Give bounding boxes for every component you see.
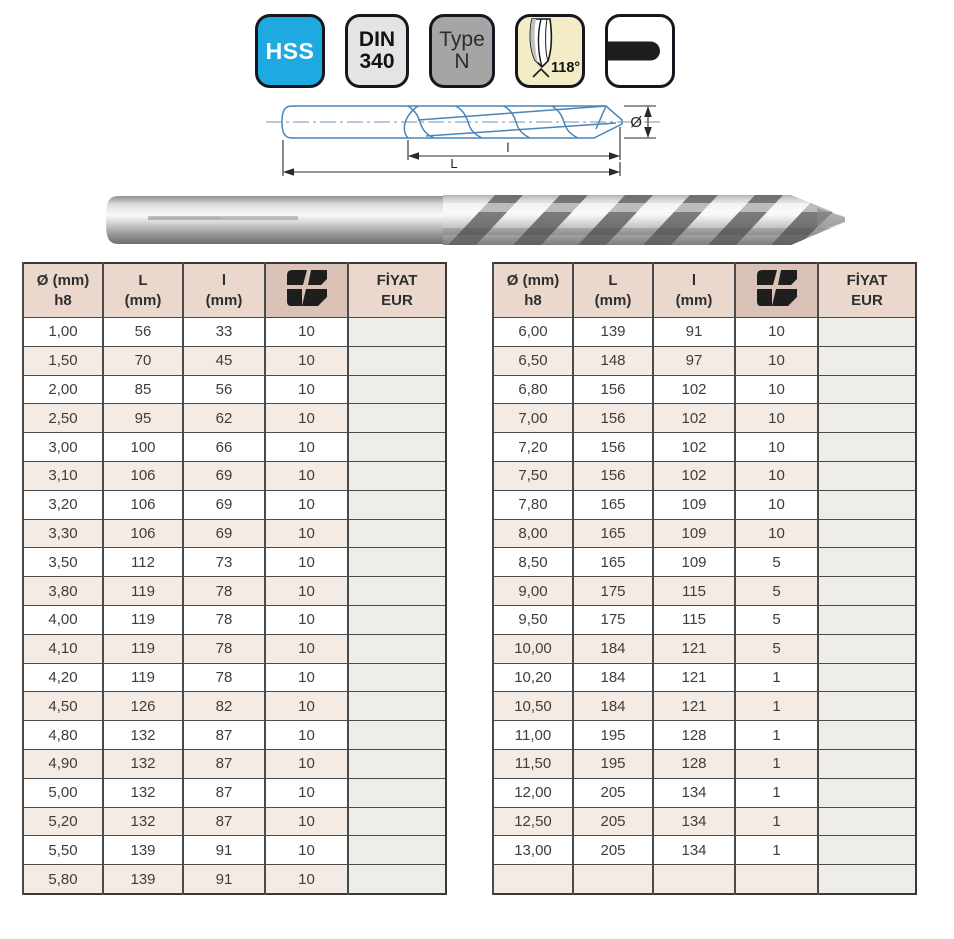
- value-cell: 10,50: [493, 692, 573, 721]
- price-cell: [818, 749, 916, 778]
- value-cell: 3,30: [23, 519, 103, 548]
- table-row: [23, 778, 446, 807]
- price-cell: [818, 577, 916, 606]
- flute-length-dimension: [408, 127, 620, 160]
- col-diameter: [23, 263, 103, 318]
- price-cell: [348, 318, 446, 347]
- type-label-line2: N: [454, 50, 470, 73]
- price-cell: [818, 836, 916, 865]
- price-cell: [818, 605, 916, 634]
- table-row: [493, 865, 916, 894]
- price-cell: [818, 663, 916, 692]
- value-cell: 10: [265, 663, 348, 692]
- value-cell: 121: [653, 663, 735, 692]
- price-cell: [818, 519, 916, 548]
- col-pack-quantity: [735, 263, 818, 318]
- price-cell: [818, 433, 916, 462]
- value-cell: 6,80: [493, 375, 573, 404]
- flute-header-line2: (mm): [675, 291, 713, 309]
- total-length-label: L: [450, 156, 458, 171]
- table-row: [23, 634, 446, 663]
- price-header-line1: FİYAT: [376, 272, 418, 289]
- price-cell: [348, 663, 446, 692]
- price-cell: [818, 318, 916, 347]
- value-cell: 69: [183, 490, 265, 519]
- length-header-line1: L: [138, 272, 148, 289]
- value-cell: 4,50: [23, 692, 103, 721]
- value-cell: 10: [265, 692, 348, 721]
- value-cell: 11,00: [493, 721, 573, 750]
- value-cell: 106: [103, 519, 183, 548]
- value-cell: 8,50: [493, 548, 573, 577]
- table-body: [493, 318, 916, 894]
- value-cell: 10: [265, 346, 348, 375]
- value-cell: 126: [103, 692, 183, 721]
- value-cell: 5: [735, 605, 818, 634]
- table-row: [493, 490, 916, 519]
- price-header-line1: FİYAT: [846, 272, 888, 289]
- table-row: [493, 461, 916, 490]
- value-cell: 10: [265, 865, 348, 894]
- value-cell: 115: [653, 605, 735, 634]
- value-cell: 12,50: [493, 807, 573, 836]
- value-cell: 156: [573, 461, 653, 490]
- value-cell: 175: [573, 605, 653, 634]
- diameter-header-line1: Ø (mm): [506, 272, 560, 289]
- value-cell: [653, 865, 735, 894]
- value-cell: 119: [103, 663, 183, 692]
- point-angle-label: 118°: [551, 60, 581, 76]
- table-row: [23, 663, 446, 692]
- value-cell: 102: [653, 461, 735, 490]
- value-cell: 128: [653, 721, 735, 750]
- value-cell: 10: [265, 807, 348, 836]
- flute-header-line1: l: [691, 272, 697, 289]
- price-cell: [818, 404, 916, 433]
- value-cell: 10: [735, 461, 818, 490]
- price-cell: [348, 490, 446, 519]
- value-cell: 1: [735, 778, 818, 807]
- price-cell: [818, 548, 916, 577]
- value-cell: 195: [573, 721, 653, 750]
- price-cell: [818, 490, 916, 519]
- value-cell: 5: [735, 634, 818, 663]
- table-row: [23, 404, 446, 433]
- value-cell: 119: [103, 634, 183, 663]
- value-cell: 10: [265, 461, 348, 490]
- price-cell: [348, 519, 446, 548]
- spec-table-right: [492, 262, 917, 895]
- col-total-length: [573, 263, 653, 318]
- value-cell: 1: [735, 749, 818, 778]
- price-cell: [348, 605, 446, 634]
- value-cell: 3,80: [23, 577, 103, 606]
- value-cell: 128: [653, 749, 735, 778]
- value-cell: 5,50: [23, 836, 103, 865]
- value-cell: 91: [183, 865, 265, 894]
- value-cell: 1: [735, 692, 818, 721]
- col-flute-length: [183, 263, 265, 318]
- table-row: [493, 692, 916, 721]
- price-cell: [348, 433, 446, 462]
- value-cell: 132: [103, 721, 183, 750]
- value-cell: 3,20: [23, 490, 103, 519]
- value-cell: 7,20: [493, 433, 573, 462]
- point-angle-badge: [515, 14, 585, 88]
- diameter-label: Ø: [630, 114, 642, 131]
- table-row: [493, 836, 916, 865]
- price-cell: [818, 778, 916, 807]
- etched-marking: [148, 216, 298, 220]
- table-row: [493, 721, 916, 750]
- price-header-line2: EUR: [851, 291, 883, 309]
- value-cell: 10: [735, 433, 818, 462]
- value-cell: 10: [265, 836, 348, 865]
- value-cell: 10: [735, 519, 818, 548]
- value-cell: 132: [103, 749, 183, 778]
- flute-header-line1: l: [221, 272, 227, 289]
- value-cell: 10: [735, 318, 818, 347]
- value-cell: 10: [265, 605, 348, 634]
- value-cell: 134: [653, 807, 735, 836]
- value-cell: 66: [183, 433, 265, 462]
- value-cell: 12,00: [493, 778, 573, 807]
- value-cell: [735, 865, 818, 894]
- table-row: [23, 749, 446, 778]
- value-cell: 165: [573, 490, 653, 519]
- value-cell: 195: [573, 749, 653, 778]
- value-cell: 106: [103, 461, 183, 490]
- value-cell: 139: [103, 836, 183, 865]
- table-header: [23, 263, 446, 318]
- table-row: [493, 778, 916, 807]
- value-cell: 56: [103, 318, 183, 347]
- diameter-header-line2: h8: [54, 291, 72, 309]
- value-cell: 10: [265, 318, 348, 347]
- value-cell: 78: [183, 634, 265, 663]
- value-cell: 78: [183, 605, 265, 634]
- value-cell: 82: [183, 692, 265, 721]
- value-cell: 5: [735, 548, 818, 577]
- value-cell: 91: [183, 836, 265, 865]
- value-cell: 112: [103, 548, 183, 577]
- flute-header-line2: (mm): [205, 291, 243, 309]
- value-cell: 119: [103, 605, 183, 634]
- value-cell: 102: [653, 375, 735, 404]
- price-cell: [348, 346, 446, 375]
- table-row: [23, 865, 446, 894]
- value-cell: 10: [265, 548, 348, 577]
- value-cell: 11,50: [493, 749, 573, 778]
- value-cell: 115: [653, 577, 735, 606]
- value-cell: 1: [735, 663, 818, 692]
- value-cell: 62: [183, 404, 265, 433]
- value-cell: 1,00: [23, 318, 103, 347]
- value-cell: 3,10: [23, 461, 103, 490]
- value-cell: 205: [573, 778, 653, 807]
- price-cell: [818, 375, 916, 404]
- value-cell: 9,00: [493, 577, 573, 606]
- value-cell: 7,50: [493, 461, 573, 490]
- col-flute-length: [653, 263, 735, 318]
- value-cell: 45: [183, 346, 265, 375]
- value-cell: 139: [573, 318, 653, 347]
- table-row: [23, 807, 446, 836]
- value-cell: 121: [653, 634, 735, 663]
- value-cell: 2,00: [23, 375, 103, 404]
- table-row: [493, 749, 916, 778]
- value-cell: 4,90: [23, 749, 103, 778]
- value-cell: 4,80: [23, 721, 103, 750]
- table-row: [23, 375, 446, 404]
- table-body: [23, 318, 446, 894]
- value-cell: 10: [265, 490, 348, 519]
- drill-flutes: [443, 190, 845, 250]
- table-row: [23, 461, 446, 490]
- value-cell: 10: [735, 490, 818, 519]
- table-row: [23, 318, 446, 347]
- value-cell: 70: [103, 346, 183, 375]
- value-cell: 102: [653, 433, 735, 462]
- price-cell: [818, 692, 916, 721]
- table-row: [23, 721, 446, 750]
- value-cell: 156: [573, 404, 653, 433]
- table-row: [493, 663, 916, 692]
- price-cell: [348, 836, 446, 865]
- price-cell: [348, 375, 446, 404]
- value-cell: 10: [265, 433, 348, 462]
- price-cell: [818, 865, 916, 894]
- value-cell: 10: [735, 346, 818, 375]
- shank-type-badge: [605, 14, 675, 88]
- package-icon: [755, 269, 799, 307]
- value-cell: 134: [653, 836, 735, 865]
- length-header-line2: (mm): [124, 291, 162, 309]
- badge-row: [255, 14, 675, 88]
- value-cell: 10: [265, 634, 348, 663]
- value-cell: [493, 865, 573, 894]
- value-cell: 97: [653, 346, 735, 375]
- value-cell: 4,20: [23, 663, 103, 692]
- value-cell: 69: [183, 519, 265, 548]
- value-cell: 78: [183, 577, 265, 606]
- din-340-badge: [345, 14, 409, 88]
- value-cell: 85: [103, 375, 183, 404]
- value-cell: 109: [653, 519, 735, 548]
- value-cell: 5,20: [23, 807, 103, 836]
- table-row: [23, 490, 446, 519]
- din-label-line1: DIN: [358, 27, 396, 51]
- value-cell: 134: [653, 778, 735, 807]
- table-row: [493, 605, 916, 634]
- table-row: [493, 318, 916, 347]
- col-price: [348, 263, 446, 318]
- table-row: [493, 404, 916, 433]
- value-cell: 3,00: [23, 433, 103, 462]
- value-cell: 5,00: [23, 778, 103, 807]
- length-header-line2: (mm): [594, 291, 632, 309]
- price-cell: [348, 865, 446, 894]
- value-cell: 10: [265, 404, 348, 433]
- value-cell: 2,50: [23, 404, 103, 433]
- col-total-length: [103, 263, 183, 318]
- table-row: [23, 577, 446, 606]
- table-row: [23, 433, 446, 462]
- value-cell: 73: [183, 548, 265, 577]
- value-cell: 184: [573, 692, 653, 721]
- value-cell: 156: [573, 433, 653, 462]
- table-row: [493, 346, 916, 375]
- din-label-line2: 340: [359, 50, 395, 73]
- value-cell: 10: [735, 404, 818, 433]
- price-cell: [818, 807, 916, 836]
- table-row: [23, 605, 446, 634]
- value-cell: 87: [183, 749, 265, 778]
- table-row: [493, 634, 916, 663]
- price-cell: [348, 692, 446, 721]
- price-cell: [818, 346, 916, 375]
- value-cell: 102: [653, 404, 735, 433]
- value-cell: 10: [265, 721, 348, 750]
- diameter-header-line1: Ø (mm): [36, 272, 90, 289]
- spec-table-left: [22, 262, 447, 895]
- value-cell: [573, 865, 653, 894]
- value-cell: 33: [183, 318, 265, 347]
- table-row: [493, 577, 916, 606]
- value-cell: 10: [265, 375, 348, 404]
- price-cell: [348, 634, 446, 663]
- table-row: [493, 807, 916, 836]
- value-cell: 95: [103, 404, 183, 433]
- value-cell: 205: [573, 807, 653, 836]
- col-diameter: [493, 263, 573, 318]
- value-cell: 8,00: [493, 519, 573, 548]
- value-cell: 56: [183, 375, 265, 404]
- value-cell: 87: [183, 721, 265, 750]
- value-cell: 109: [653, 490, 735, 519]
- hss-label: HSS: [265, 37, 315, 64]
- price-cell: [348, 721, 446, 750]
- length-header-line1: L: [608, 272, 618, 289]
- value-cell: 7,00: [493, 404, 573, 433]
- col-price: [818, 263, 916, 318]
- value-cell: 9,50: [493, 605, 573, 634]
- table-row: [493, 375, 916, 404]
- table-row: [493, 519, 916, 548]
- value-cell: 10: [735, 375, 818, 404]
- value-cell: 109: [653, 548, 735, 577]
- value-cell: 165: [573, 548, 653, 577]
- value-cell: 10: [265, 519, 348, 548]
- value-cell: 69: [183, 461, 265, 490]
- price-cell: [348, 461, 446, 490]
- table-header: [493, 263, 916, 318]
- table-row: [493, 433, 916, 462]
- value-cell: 10,20: [493, 663, 573, 692]
- value-cell: 156: [573, 375, 653, 404]
- package-icon: [285, 269, 329, 307]
- value-cell: 3,50: [23, 548, 103, 577]
- value-cell: 6,50: [493, 346, 573, 375]
- value-cell: 1: [735, 807, 818, 836]
- value-cell: 6,00: [493, 318, 573, 347]
- value-cell: 205: [573, 836, 653, 865]
- value-cell: 121: [653, 692, 735, 721]
- drill-photo: [103, 186, 845, 254]
- price-cell: [348, 577, 446, 606]
- value-cell: 4,00: [23, 605, 103, 634]
- col-pack-quantity: [265, 263, 348, 318]
- value-cell: 78: [183, 663, 265, 692]
- price-cell: [818, 721, 916, 750]
- value-cell: 175: [573, 577, 653, 606]
- table-row: [23, 346, 446, 375]
- price-cell: [348, 548, 446, 577]
- value-cell: 10,00: [493, 634, 573, 663]
- value-cell: 100: [103, 433, 183, 462]
- price-cell: [818, 461, 916, 490]
- value-cell: 13,00: [493, 836, 573, 865]
- price-cell: [348, 807, 446, 836]
- diameter-header-line2: h8: [524, 291, 542, 309]
- table-row: [23, 836, 446, 865]
- type-n-badge: [429, 14, 495, 88]
- cylindrical-shank-icon: [608, 42, 660, 61]
- flute-length-label: l: [506, 140, 510, 155]
- value-cell: 10: [265, 749, 348, 778]
- value-cell: 184: [573, 634, 653, 663]
- value-cell: 10: [265, 577, 348, 606]
- hss-badge: [255, 14, 325, 88]
- table-row: [23, 519, 446, 548]
- value-cell: 119: [103, 577, 183, 606]
- value-cell: 87: [183, 778, 265, 807]
- table-row: [493, 548, 916, 577]
- price-cell: [348, 749, 446, 778]
- value-cell: 91: [653, 318, 735, 347]
- value-cell: 87: [183, 807, 265, 836]
- price-cell: [348, 404, 446, 433]
- value-cell: 1,50: [23, 346, 103, 375]
- value-cell: 132: [103, 807, 183, 836]
- type-label-line1: Type: [439, 27, 485, 51]
- value-cell: 106: [103, 490, 183, 519]
- price-cell: [818, 634, 916, 663]
- value-cell: 132: [103, 778, 183, 807]
- table-row: [23, 548, 446, 577]
- value-cell: 7,80: [493, 490, 573, 519]
- value-cell: 1: [735, 721, 818, 750]
- value-cell: 5: [735, 577, 818, 606]
- value-cell: 4,10: [23, 634, 103, 663]
- value-cell: 5,80: [23, 865, 103, 894]
- value-cell: 10: [265, 778, 348, 807]
- price-cell: [348, 778, 446, 807]
- table-row: [23, 692, 446, 721]
- value-cell: 165: [573, 519, 653, 548]
- value-cell: 184: [573, 663, 653, 692]
- value-cell: 1: [735, 836, 818, 865]
- value-cell: 148: [573, 346, 653, 375]
- price-header-line2: EUR: [381, 291, 413, 309]
- drill-point-icon: [518, 17, 582, 85]
- value-cell: 139: [103, 865, 183, 894]
- drill-dimension-diagram: [256, 94, 698, 186]
